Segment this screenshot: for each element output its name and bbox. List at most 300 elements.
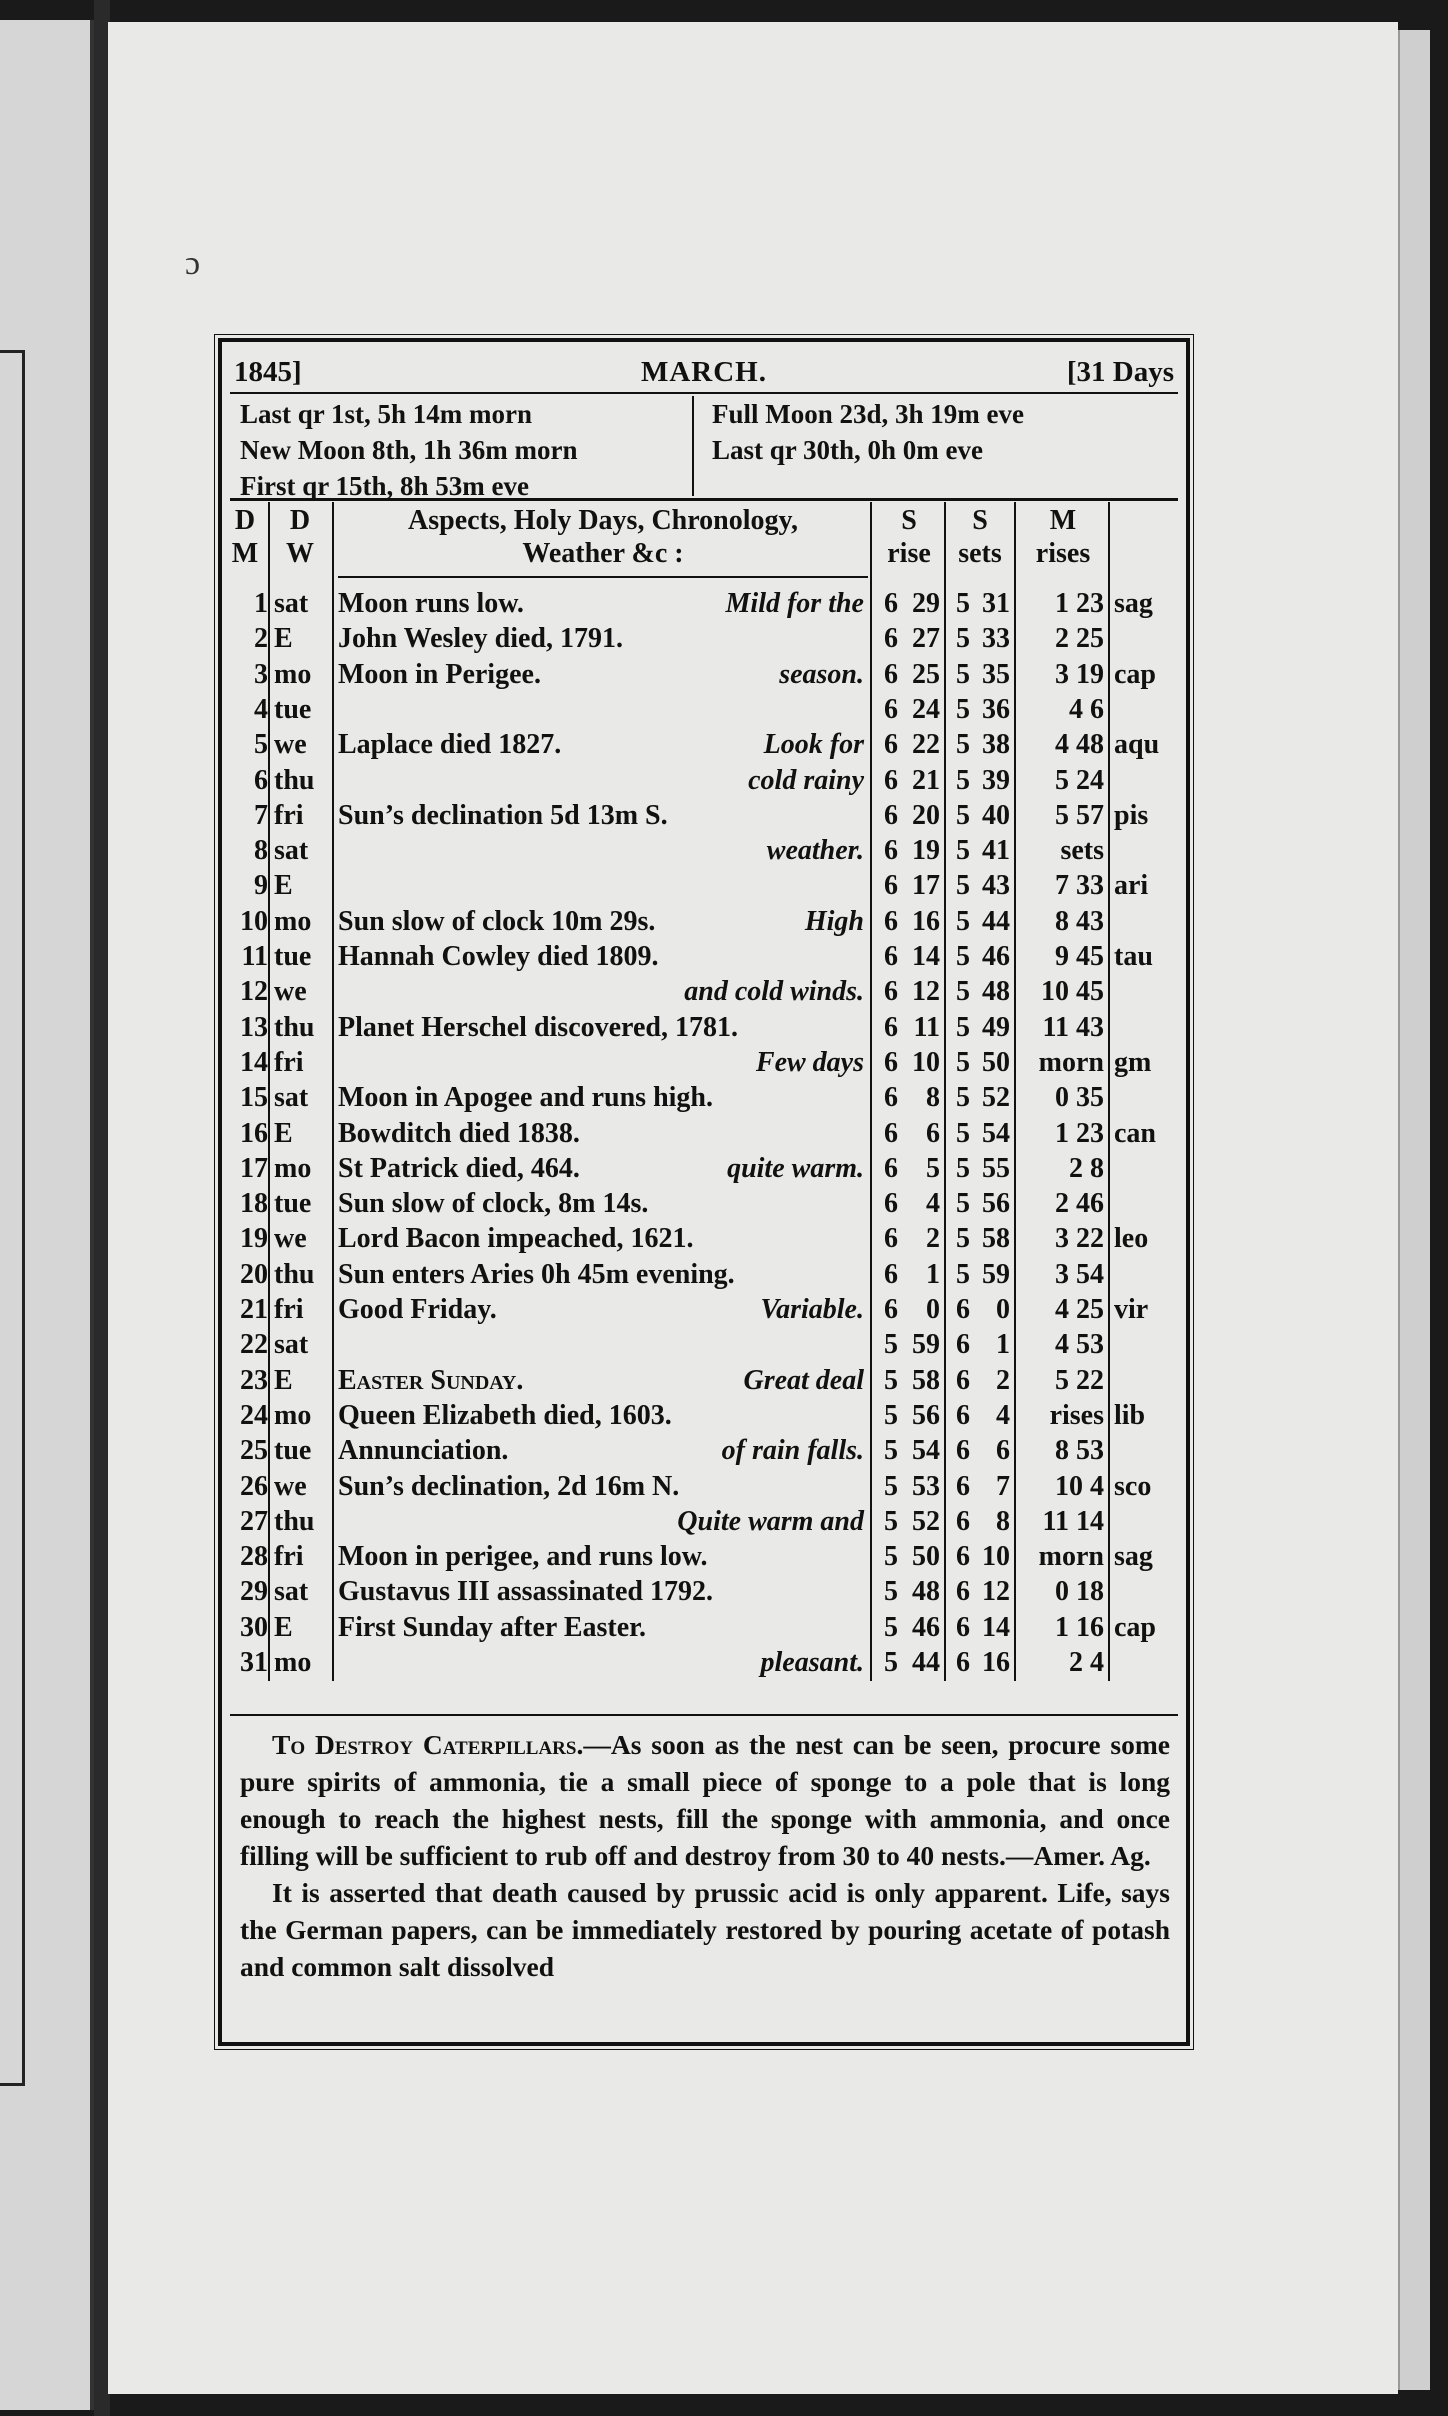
sunrise-hour: 6 [884, 1152, 898, 1184]
moon-rises: 3 22 [1055, 1223, 1104, 1255]
weather-text: of rain falls. [721, 1435, 864, 1467]
calendar-row [222, 1539, 1186, 1574]
day-of-week: sat [274, 1082, 309, 1114]
day-of-week: tue [274, 1188, 312, 1220]
day-of-week: tue [274, 941, 312, 972]
sunrise-minute: 14 [912, 941, 940, 972]
sunset-minute: 49 [982, 1011, 1010, 1043]
aspect-text: Queen Elizabeth died, 1603. [338, 1399, 672, 1431]
calendar-row [222, 974, 1186, 1009]
day-of-week: E [274, 1364, 293, 1396]
aspect-text: Good Friday. [338, 1294, 497, 1325]
sunset-minute: 55 [982, 1152, 1010, 1184]
day-of-month: 20 [240, 1258, 268, 1290]
moon-rises: 4 48 [1055, 729, 1104, 761]
sunset-hour: 6 [956, 1435, 970, 1467]
sunset-minute: 58 [982, 1223, 1010, 1255]
col-head-dm: D M [231, 505, 259, 569]
sunset-hour: 5 [956, 835, 970, 867]
sunset-hour: 5 [956, 1117, 970, 1149]
sunrise-hour: 5 [884, 1647, 898, 1678]
day-of-month: 19 [240, 1223, 268, 1255]
weather-text: High [804, 905, 864, 937]
sunrise-minute: 22 [912, 729, 940, 761]
sunset-hour: 6 [956, 1611, 970, 1643]
calendar-row [222, 727, 1186, 762]
sunrise-minute: 4 [926, 1188, 940, 1220]
col-head-dw: D W [286, 505, 314, 569]
sunrise-minute: 53 [912, 1470, 940, 1502]
paragraph-prussic-acid: It is asserted that death caused by prussic acid is only apparent. Life, says the German papers, can be immediately restored by pouring acetate of potash and common salt dissolved [240, 1877, 1170, 1982]
moon-rises: 3 54 [1055, 1258, 1104, 1290]
moon-rises: 10 4 [1055, 1470, 1104, 1502]
moon-phase: Full Moon 23d, 3h 19m eve [712, 399, 1025, 429]
sunset-hour: 6 [956, 1294, 970, 1325]
sunset-hour: 5 [956, 1082, 970, 1114]
sunrise-minute: 12 [912, 976, 940, 1008]
aspect-text: Sun slow of clock 10m 29s. [338, 905, 656, 937]
sunset-minute: 8 [996, 1505, 1010, 1537]
zodiac-sign: cap [1114, 658, 1156, 690]
sunrise-hour: 6 [884, 799, 898, 831]
weather-text: Few days [755, 1046, 864, 1078]
aspect-text: Sun’s declination 5d 13m S. [338, 799, 668, 831]
sunset-minute: 36 [982, 693, 1010, 725]
sunrise-minute: 58 [912, 1364, 940, 1396]
sunrise-hour: 5 [884, 1576, 898, 1608]
sunset-minute: 40 [982, 799, 1010, 831]
moon-rises: 10 45 [1041, 976, 1104, 1008]
sunset-minute: 10 [982, 1541, 1010, 1573]
sunset-hour: 5 [956, 658, 970, 690]
moon-phase: First qr 15th, 8h 53m eve [240, 471, 529, 501]
sunrise-minute: 29 [912, 588, 940, 619]
aspect-text: St Patrick died, 464. [338, 1152, 580, 1184]
sunrise-minute: 46 [912, 1611, 940, 1643]
day-of-month: 22 [240, 1329, 268, 1361]
zodiac-sign: sco [1114, 1470, 1152, 1502]
moon-phases [230, 394, 1178, 501]
aspect-text: Moon in Perigee. [338, 658, 541, 690]
moon-rises: 2 25 [1055, 623, 1104, 655]
aspect-text: Moon in perigee, and runs low. [338, 1541, 708, 1573]
moon-rises: 0 18 [1055, 1576, 1104, 1608]
calendar-row [222, 1010, 1186, 1045]
sunset-minute: 12 [982, 1576, 1010, 1608]
sunrise-minute: 19 [912, 835, 940, 867]
sunrise-hour: 5 [884, 1505, 898, 1537]
sunset-minute: 0 [996, 1294, 1010, 1325]
sunset-minute: 41 [982, 835, 1010, 867]
calendar-row [222, 1469, 1186, 1504]
sunset-minute: 52 [982, 1082, 1010, 1114]
sunset-minute: 56 [982, 1188, 1010, 1220]
sunset-hour: 5 [956, 1152, 970, 1184]
sunrise-minute: 25 [912, 658, 940, 690]
facing-page-border [0, 350, 25, 2086]
aspect-text: Gustavus III assassinated 1792. [338, 1576, 713, 1608]
moon-rises: 7 33 [1055, 870, 1104, 902]
day-of-month: 29 [240, 1576, 268, 1608]
weather-text: cold rainy [748, 764, 864, 796]
day-of-week: mo [274, 1399, 312, 1431]
aspect-text: Hannah Cowley died 1809. [338, 941, 659, 972]
sunset-minute: 14 [982, 1611, 1010, 1643]
day-of-month: 31 [240, 1647, 268, 1678]
calendar-row [222, 1327, 1186, 1362]
sunset-hour: 5 [956, 905, 970, 937]
sunset-hour: 5 [956, 1188, 970, 1220]
sunset-minute: 16 [982, 1647, 1010, 1678]
zodiac-sign: can [1114, 1117, 1156, 1149]
aspect-text: Laplace died 1827. [338, 729, 562, 761]
sunrise-hour: 5 [884, 1470, 898, 1502]
paragraph-body: —As soon as the nest can be seen, procure some pure spirits of ammonia, tie a small piece of sponge to a pole that is long enough to reach the highest nests, fill the sponge with ammonia, and once filling will be sufficient to rub off and destroy from 30 to 40 nests.—Amer. Ag. [240, 1729, 1170, 1871]
day-of-week: sat [274, 588, 309, 619]
sunrise-hour: 5 [884, 1611, 898, 1643]
day-of-week: sat [274, 835, 309, 867]
calendar-row [222, 904, 1186, 939]
sunrise-hour: 6 [884, 658, 898, 690]
weather-text: weather. [766, 835, 864, 867]
sunrise-minute: 24 [912, 693, 940, 725]
calendar-row [222, 1186, 1186, 1221]
moon-rises: morn [1038, 1046, 1104, 1078]
aspect-text: Bowditch died 1838. [338, 1117, 580, 1149]
sunrise-hour: 5 [884, 1399, 898, 1431]
zodiac-sign: vir [1114, 1294, 1149, 1325]
zodiac-sign: cap [1114, 1611, 1156, 1643]
moon-rises: 3 19 [1055, 658, 1104, 690]
calendar-row [222, 1504, 1186, 1539]
aspect-text: Easter Sunday. [338, 1364, 524, 1396]
sunrise-hour: 6 [884, 976, 898, 1008]
day-of-week: fri [274, 1294, 304, 1325]
sunset-hour: 6 [956, 1576, 970, 1608]
sunset-hour: 5 [956, 1011, 970, 1043]
moon-phases-left [240, 396, 694, 501]
sunset-minute: 48 [982, 976, 1010, 1008]
sunrise-hour: 6 [884, 905, 898, 937]
sunrise-hour: 5 [884, 1364, 898, 1396]
aspect-text: Sun slow of clock, 8m 14s. [338, 1188, 649, 1220]
year-label: 1845] [234, 356, 302, 388]
day-of-week: tue [274, 1435, 312, 1467]
text-block [240, 1726, 1170, 1985]
sunset-hour: 5 [956, 693, 970, 725]
sunrise-hour: 5 [884, 1541, 898, 1573]
calendar-row [222, 1151, 1186, 1186]
day-of-month: 3 [254, 658, 268, 690]
sunrise-minute: 54 [912, 1435, 940, 1467]
calendar-row [222, 621, 1186, 656]
zodiac-sign: aqu [1114, 729, 1160, 761]
sunrise-hour: 5 [884, 1435, 898, 1467]
day-of-week: tue [274, 693, 312, 725]
day-of-week: we [274, 1223, 307, 1255]
calendar-row [222, 1257, 1186, 1292]
day-of-month: 26 [240, 1470, 268, 1502]
sunset-minute: 1 [996, 1329, 1010, 1361]
sunrise-hour: 6 [884, 1011, 898, 1043]
sunrise-hour: 6 [884, 941, 898, 972]
sunrise-hour: 6 [884, 1117, 898, 1149]
day-of-month: 15 [240, 1082, 268, 1114]
moon-rises: 8 53 [1055, 1435, 1104, 1467]
sunset-minute: 59 [982, 1258, 1010, 1290]
sunset-hour: 6 [956, 1470, 970, 1502]
table-bottom-rule [230, 1714, 1178, 1716]
sunrise-minute: 1 [926, 1258, 940, 1290]
moon-rises: 1 23 [1055, 588, 1104, 619]
zodiac-sign: sag [1114, 588, 1153, 619]
sunset-hour: 5 [956, 729, 970, 761]
sunset-minute: 38 [982, 729, 1010, 761]
calendar-row [222, 868, 1186, 903]
aspect-text: Sun’s declination, 2d 16m N. [338, 1470, 680, 1502]
sunset-hour: 5 [956, 870, 970, 902]
calendar-row [222, 692, 1186, 727]
day-of-month: 6 [254, 764, 268, 796]
moon-rises: 9 45 [1055, 941, 1104, 972]
day-of-week: E [274, 870, 293, 902]
calendar-row [222, 1363, 1186, 1398]
moon-rises: rises [1049, 1399, 1104, 1431]
moon-phase: Last qr 1st, 5h 14m morn [240, 399, 533, 429]
zodiac-sign: lib [1114, 1399, 1146, 1431]
sunset-minute: 2 [996, 1364, 1010, 1396]
sunrise-minute: 16 [912, 905, 940, 937]
sunrise-hour: 6 [884, 1082, 898, 1114]
moon-phases-right [712, 396, 1024, 468]
day-of-week: E [274, 623, 293, 655]
moon-rises: 2 46 [1055, 1188, 1104, 1220]
calendar-row [222, 763, 1186, 798]
sunrise-minute: 8 [926, 1082, 940, 1114]
zodiac-sign: ari [1114, 870, 1149, 902]
day-of-week: sat [274, 1329, 309, 1361]
calendar-row [222, 1221, 1186, 1256]
col-head-aspects: Aspects, Holy Days, Chronology, Weather &c : [408, 505, 798, 569]
sunrise-minute: 50 [912, 1541, 940, 1573]
day-of-week: thu [274, 764, 315, 796]
moon-rises: 11 14 [1042, 1505, 1104, 1537]
day-of-month: 14 [240, 1046, 268, 1078]
day-of-month: 10 [240, 905, 268, 937]
sunset-hour: 5 [956, 976, 970, 1008]
day-of-month: 27 [240, 1505, 268, 1537]
calendar-row [222, 1116, 1186, 1151]
sunrise-hour: 6 [884, 1258, 898, 1290]
day-of-month: 30 [240, 1611, 268, 1643]
weather-text: Look for [763, 729, 864, 761]
day-of-month: 2 [254, 623, 268, 655]
days-count: [31 Days [1066, 356, 1174, 388]
sunset-minute: 44 [982, 905, 1010, 937]
day-of-week: E [274, 1117, 293, 1149]
zodiac-sign: sag [1114, 1541, 1153, 1573]
calendar-row [222, 1292, 1186, 1327]
day-of-week: we [274, 729, 307, 761]
zodiac-sign: pis [1114, 799, 1149, 831]
col-head-sun-rise: S rise [887, 505, 931, 569]
moon-rises: 8 43 [1055, 905, 1104, 937]
sunset-minute: 7 [996, 1470, 1010, 1502]
sunset-hour: 5 [956, 799, 970, 831]
day-of-week: E [274, 1611, 293, 1643]
day-of-month: 5 [254, 729, 268, 761]
day-of-week: fri [274, 1541, 304, 1573]
calendar-row [222, 1045, 1186, 1080]
sunrise-hour: 6 [884, 588, 898, 619]
day-of-month: 8 [254, 835, 268, 867]
calendar-frame [218, 338, 1190, 2046]
ink-mark: ɔ [185, 245, 201, 282]
moon-rises: morn [1038, 1541, 1104, 1573]
day-of-month: 17 [240, 1152, 268, 1184]
aspect-text: John Wesley died, 1791. [338, 623, 623, 655]
sunrise-minute: 10 [912, 1046, 940, 1078]
calendar-row [222, 1610, 1186, 1645]
sunset-minute: 31 [982, 588, 1010, 619]
moon-rises: 5 24 [1055, 764, 1104, 796]
weather-text: season. [779, 658, 864, 690]
page-stack-edge [1398, 30, 1430, 2390]
calendar-row [222, 657, 1186, 692]
aspect-text: Planet Herschel discovered, 1781. [338, 1011, 738, 1043]
aspect-text: Sun enters Aries 0h 45m evening. [338, 1258, 735, 1290]
day-of-week: mo [274, 905, 312, 937]
calendar-row [222, 833, 1186, 868]
sunset-hour: 6 [956, 1329, 970, 1361]
calendar-row [222, 586, 1186, 621]
sunset-minute: 54 [982, 1117, 1010, 1149]
aspect-text: Moon runs low. [338, 588, 524, 619]
sunset-hour: 5 [956, 588, 970, 619]
sunset-minute: 39 [982, 764, 1010, 796]
sunrise-minute: 6 [926, 1117, 940, 1149]
sunset-minute: 50 [982, 1046, 1010, 1078]
sunrise-hour: 6 [884, 623, 898, 655]
day-of-week: sat [274, 1576, 309, 1608]
zodiac-sign: gm [1114, 1046, 1152, 1078]
calendar-row [222, 1574, 1186, 1609]
sunrise-hour: 6 [884, 693, 898, 725]
day-of-week: fri [274, 799, 304, 831]
calendar-row [222, 1433, 1186, 1468]
calendar-row [222, 1080, 1186, 1115]
zodiac-sign: leo [1114, 1223, 1149, 1255]
sunset-hour: 5 [956, 1046, 970, 1078]
weather-text: pleasant. [760, 1647, 864, 1678]
sunrise-minute: 27 [912, 623, 940, 655]
sunrise-minute: 52 [912, 1505, 940, 1537]
zodiac-sign: tau [1114, 941, 1153, 972]
month-title: MARCH. [640, 356, 767, 388]
day-of-month: 11 [241, 941, 268, 972]
sunrise-minute: 21 [912, 764, 940, 796]
sunrise-minute: 59 [912, 1329, 940, 1361]
day-of-week: fri [274, 1046, 304, 1078]
moon-rises: 2 8 [1069, 1152, 1104, 1184]
moon-rises: 1 23 [1055, 1117, 1104, 1149]
day-of-week: thu [274, 1011, 315, 1043]
paragraph-heading: To Destroy Caterpillars. [272, 1729, 584, 1760]
aspect-text: Annunciation. [338, 1435, 509, 1467]
sunrise-minute: 17 [912, 870, 940, 902]
sunrise-hour: 5 [884, 1329, 898, 1361]
sunrise-minute: 5 [926, 1152, 940, 1184]
sunset-hour: 6 [956, 1647, 970, 1678]
moon-rises: 0 35 [1055, 1082, 1104, 1114]
moon-rises: 5 22 [1055, 1364, 1104, 1396]
day-of-week: thu [274, 1258, 315, 1290]
sunset-hour: 6 [956, 1541, 970, 1573]
sunset-minute: 46 [982, 941, 1010, 972]
day-of-week: thu [274, 1505, 315, 1537]
sunset-minute: 35 [982, 658, 1010, 690]
sunset-hour: 5 [956, 941, 970, 972]
moon-rises: 2 4 [1069, 1647, 1104, 1678]
sunrise-hour: 6 [884, 1046, 898, 1078]
day-of-week: mo [274, 1152, 312, 1184]
moon-phase: Last qr 30th, 0h 0m eve [712, 435, 984, 465]
day-of-month: 13 [240, 1011, 268, 1043]
calendar-row [222, 1398, 1186, 1433]
col-head-moon-rises: M rises [1035, 505, 1091, 569]
calendar-row [222, 1645, 1186, 1680]
sunrise-hour: 6 [884, 729, 898, 761]
day-of-week: we [274, 1470, 307, 1502]
page-header [230, 352, 1178, 394]
sunset-hour: 6 [956, 1505, 970, 1537]
day-of-month: 1 [254, 588, 268, 619]
day-of-week: mo [274, 1647, 312, 1678]
day-of-month: 7 [254, 799, 268, 831]
calendar-row [222, 939, 1186, 974]
moon-rises: 4 25 [1055, 1294, 1104, 1325]
sunrise-minute: 20 [912, 799, 940, 831]
moon-rises: 5 57 [1055, 799, 1104, 831]
weather-text: Variable. [760, 1294, 864, 1325]
day-of-month: 16 [240, 1117, 268, 1149]
weather-text: Quite warm and [677, 1505, 864, 1537]
moon-rises: sets [1060, 835, 1104, 867]
sunrise-hour: 6 [884, 764, 898, 796]
sunrise-minute: 48 [912, 1576, 940, 1608]
day-of-week: mo [274, 658, 312, 690]
sunrise-hour: 6 [884, 1294, 898, 1325]
sunset-minute: 33 [982, 623, 1010, 655]
day-of-month: 28 [240, 1541, 268, 1573]
calendar-row [222, 798, 1186, 833]
col-head-sun-sets: S sets [958, 505, 1002, 569]
sunset-minute: 4 [996, 1399, 1010, 1431]
header-rule [338, 576, 868, 578]
sunset-hour: 5 [956, 764, 970, 796]
moon-rises: 4 6 [1069, 693, 1104, 725]
day-of-month: 21 [240, 1294, 268, 1325]
day-of-month: 23 [240, 1364, 268, 1396]
sunset-hour: 5 [956, 623, 970, 655]
sunrise-hour: 6 [884, 870, 898, 902]
sunset-hour: 6 [956, 1399, 970, 1431]
sunset-hour: 6 [956, 1364, 970, 1396]
day-of-month: 4 [254, 693, 268, 725]
day-of-month: 12 [240, 976, 268, 1008]
sunrise-hour: 6 [884, 835, 898, 867]
sunset-hour: 5 [956, 1258, 970, 1290]
